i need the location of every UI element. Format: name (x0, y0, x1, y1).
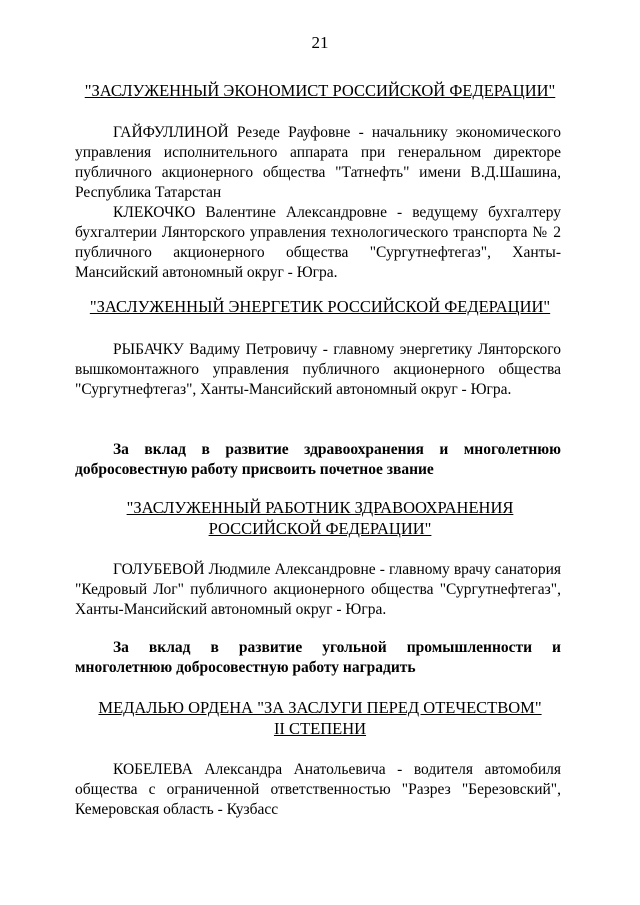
heading-energetic: "ЗАСЛУЖЕННЫЙ ЭНЕРГЕТИК РОССИЙСКОЙ ФЕДЕРАЦИИ" (89, 297, 551, 316)
award-paragraph: ГОЛУБЕВОЙ Людмиле Александровне - главному врачу санатория "Кедровый Лог" публичного акционерного общества "Сургутнефтегаз", Ханты-Мансийский автономный округ - Югра. (75, 561, 561, 618)
award-paragraph: КЛЕКОЧКО Валентине Александровне - ведущему бухгалтеру бухгалтерии Лянторского управления технологического транспорта № 2 публичного акционерного общества "Сургутнефтегаз", Ханты-Мансийский автономный округ - Югра. (75, 204, 561, 281)
heading-economist: "ЗАСЛУЖЕННЫЙ ЭКОНОМИСТ РОССИЙСКОЙ ФЕДЕРАЦИИ" (84, 81, 556, 100)
heading-health-line1: "ЗАСЛУЖЕННЫЙ РАБОТНИК ЗДРАВООХРАНЕНИЯ (126, 498, 514, 517)
intro-paragraph: За вклад в развитие угольной промышленности и многолетнюю добросовестную работу наградить (75, 639, 561, 676)
page-number: 21 (311, 33, 329, 52)
intro-paragraph: За вклад в развитие здравоохранения и многолетнюю добросовестную работу присвоить почетное звание (75, 441, 561, 478)
heading-medal-line2: II СТЕПЕНИ (273, 719, 367, 738)
award-paragraph: ГАЙФУЛЛИНОЙ Резеде Рауфовне - начальнику экономического управления исполнительного аппарата при генеральном директоре публичного акционерного общества "Татнефть" имени В.Д.Шашина, Республика Татарстан (75, 124, 561, 201)
heading-health-line2: РОССИЙСКОЙ ФЕДЕРАЦИИ" (208, 519, 432, 538)
heading-medal-line1: МЕДАЛЬЮ ОРДЕНА "ЗА ЗАСЛУГИ ПЕРЕД ОТЕЧЕСТВОМ" (98, 698, 542, 717)
award-paragraph: РЫБАЧКУ Вадиму Петровичу - главному энергетику Лянторского вышкомонтажного управления публичного акционерного общества "Сургутнефтегаз", Ханты-Мансийский автономный округ - Югра. (75, 341, 561, 398)
award-paragraph: КОБЕЛЕВА Александра Анатольевича - водителя автомобиля общества с ограниченной ответственностью "Разрез "Березовский", Кемеровская область - Кузбасс (75, 761, 561, 818)
